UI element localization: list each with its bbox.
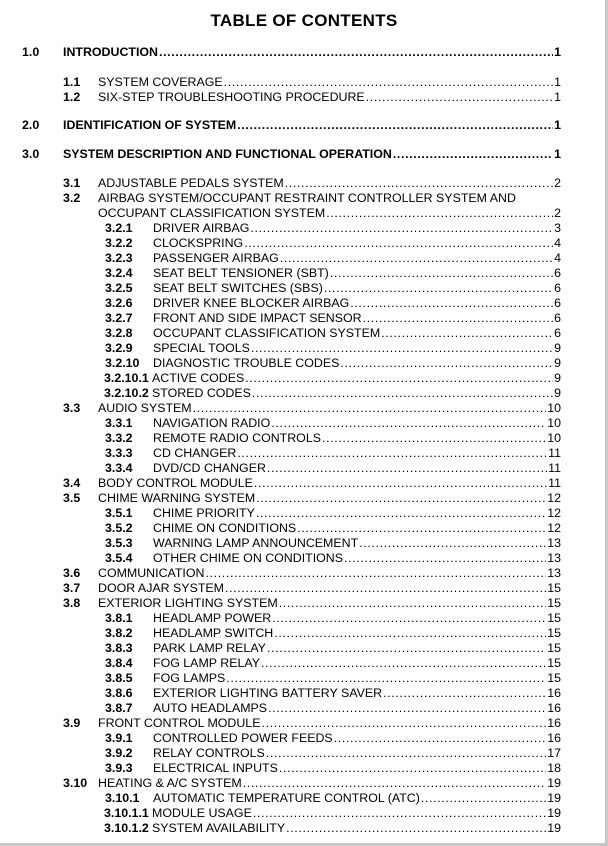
toc-entry-number: 3.2.3	[105, 251, 133, 265]
toc-entry-label: IDENTIFICATION OF SYSTEM	[63, 118, 237, 132]
toc-entry[interactable]	[153, 251, 561, 266]
toc-entry-page: 12	[547, 491, 561, 505]
toc-entry-label: SYSTEM DESCRIPTION AND FUNCTIONAL OPERATION	[63, 147, 392, 161]
dot-leader	[366, 90, 553, 105]
toc-entry[interactable]	[153, 686, 561, 701]
toc-entry-number: 3.3.4	[105, 461, 133, 475]
dot-leader	[383, 686, 546, 701]
toc-entry-page: 9	[554, 356, 561, 370]
toc-entry-label: CHIME ON CONDITIONS	[153, 521, 297, 535]
toc-entry[interactable]	[98, 596, 561, 611]
toc-entry-number: 3.10.1	[105, 791, 140, 805]
toc-entry-page: 9	[554, 386, 561, 400]
toc-entry-page: 16	[547, 686, 561, 700]
dot-leader	[285, 176, 553, 191]
toc-entry-number: 3.5.4	[105, 551, 133, 565]
toc-entry-number: 3.2.7	[105, 311, 133, 325]
toc-entry-number: 3.10.1.2	[104, 821, 149, 835]
toc-entry-number: 3.9.3	[105, 761, 133, 775]
toc-entry-number: 3.1	[63, 176, 81, 190]
toc-entry[interactable]	[153, 266, 561, 281]
dot-leader	[251, 341, 553, 356]
toc-entry-page: 11	[548, 461, 561, 475]
toc-entry[interactable]	[153, 506, 561, 521]
toc-entry-page: 16	[547, 716, 561, 730]
dot-leader	[279, 596, 547, 611]
toc-entry-number: 3.8	[63, 596, 81, 610]
dot-leader	[334, 731, 547, 746]
dot-leader	[267, 641, 546, 656]
dot-leader	[350, 296, 553, 311]
dot-leader	[326, 206, 553, 221]
dot-leader	[254, 476, 547, 491]
toc-entry[interactable]	[153, 221, 561, 236]
toc-entry[interactable]	[153, 656, 561, 671]
toc-entry-page: 17	[547, 746, 561, 760]
toc-entry[interactable]	[98, 90, 561, 105]
toc-entry-page: 10	[547, 431, 561, 445]
toc-entry[interactable]	[153, 626, 561, 641]
toc-entry-number: 3.3.2	[105, 431, 133, 445]
toc-entry-page: 15	[547, 656, 561, 670]
toc-entry-page: 1	[554, 147, 561, 161]
dot-leader	[268, 701, 546, 716]
toc-entry[interactable]	[153, 356, 561, 371]
toc-entry-number: 3.2.1	[105, 221, 133, 235]
toc-entry-label: CHIME WARNING SYSTEM	[98, 491, 256, 505]
toc-entry[interactable]	[153, 326, 561, 341]
dot-leader	[330, 266, 553, 281]
toc-entry-number: 3.9	[63, 716, 81, 730]
toc-entry-number: 3.8.6	[105, 686, 133, 700]
toc-entry[interactable]	[98, 776, 561, 791]
toc-entry-page: 15	[547, 641, 561, 655]
toc-entry-page: 1	[554, 75, 561, 89]
toc-entry[interactable]	[153, 416, 561, 431]
toc-entry-number: 3.0	[22, 147, 40, 161]
toc-entry-number: 3.6	[63, 566, 81, 580]
toc-entry[interactable]	[153, 521, 561, 536]
toc-entry-label: HEADLAMP SWITCH	[153, 626, 274, 640]
toc-entry-page: 15	[547, 581, 561, 595]
toc-entry-number: 3.3.3	[105, 446, 133, 460]
dot-leader	[271, 416, 546, 431]
toc-entry-page: 4	[554, 251, 561, 265]
dot-leader	[225, 581, 546, 596]
toc-entry-label: CHIME PRIORITY	[153, 506, 255, 520]
toc-entry-label: SEAT BELT TENSIONER (SBT)	[153, 266, 329, 280]
toc-entry-label: ACTIVE CODES	[152, 371, 245, 385]
dot-leader	[261, 656, 546, 671]
dot-leader	[363, 311, 553, 326]
toc-entry[interactable]	[153, 446, 561, 461]
toc-entry[interactable]	[98, 75, 561, 90]
toc-entry[interactable]	[153, 296, 561, 311]
dot-leader	[322, 431, 546, 446]
toc-entry[interactable]	[98, 176, 561, 191]
toc-entry-label: DRIVER AIRBAG	[153, 221, 250, 235]
toc-entry-number: 3.8.4	[105, 656, 133, 670]
toc-entry[interactable]	[153, 536, 561, 551]
toc-entry[interactable]	[152, 386, 561, 401]
toc-entry-label: FRONT AND SIDE IMPACT SENSOR	[153, 311, 362, 325]
dot-leader	[267, 461, 547, 476]
toc-entry-label: AUTO HEADLAMPS	[153, 701, 268, 715]
dot-leader	[237, 446, 547, 461]
toc-entry-label: WARNING LAMP ANNOUNCEMENT	[153, 536, 359, 550]
toc-entry-number: 1.1	[63, 75, 81, 89]
toc-entry-number: 3.5.3	[105, 536, 133, 550]
toc-entry[interactable]	[153, 461, 561, 476]
toc-entry-label: NAVIGATION RADIO	[153, 416, 271, 430]
toc-entry[interactable]	[153, 791, 561, 806]
toc-entry[interactable]	[63, 147, 561, 162]
toc-entry-number: 3.8.1	[105, 611, 133, 625]
dot-leader	[256, 506, 546, 521]
toc-entry-number: 3.5.2	[105, 521, 133, 535]
dot-leader	[245, 371, 553, 386]
toc-entry-page: 13	[547, 551, 561, 565]
dot-leader	[261, 716, 546, 731]
toc-entry-page: 16	[547, 731, 561, 745]
toc-entry-page: 1	[554, 90, 561, 104]
toc-entry-number: 3.2.10.1	[104, 371, 149, 385]
toc-entry[interactable]	[153, 551, 561, 566]
toc-entry-number: 3.2.10.2	[104, 386, 149, 400]
toc-entry[interactable]	[98, 401, 561, 416]
toc-entry-page: 1	[554, 45, 561, 59]
toc-entry[interactable]	[153, 761, 561, 776]
toc-entry-number: 1.0	[22, 45, 40, 59]
toc-entry-page: 19	[547, 806, 561, 820]
toc-entry-label: COMMUNICATION	[98, 566, 205, 580]
toc-entry-number: 3.2.9	[105, 341, 133, 355]
toc-entry-page: 4	[554, 236, 561, 250]
toc-entry-label: CD CHANGER	[153, 446, 237, 460]
toc-entry-page: 9	[554, 371, 561, 385]
toc-entry-page: 13	[547, 536, 561, 550]
toc-entry-label: SPECIAL TOOLS	[153, 341, 250, 355]
dot-leader	[286, 821, 546, 836]
toc-entry-label: SYSTEM COVERAGE	[98, 75, 223, 89]
toc-entry-page: 2	[554, 176, 561, 190]
dot-leader	[226, 671, 546, 686]
toc-entry-number: 3.2.5	[105, 281, 133, 295]
toc-entry-page: 12	[547, 521, 561, 535]
dot-leader	[256, 491, 546, 506]
toc-entry-label: BODY CONTROL MODULE	[98, 476, 253, 490]
toc-entry-number: 3.10	[63, 776, 88, 790]
toc-entry-label: SYSTEM AVAILABILITY	[152, 821, 286, 835]
toc-entry-label: ELECTRICAL INPUTS	[153, 761, 278, 775]
dot-leader	[224, 75, 553, 90]
toc-entry-page: 15	[547, 671, 561, 685]
toc-entry-label: DRIVER KNEE BLOCKER AIRBAG	[153, 296, 350, 310]
toc-entry[interactable]	[98, 716, 561, 731]
toc-entry-label: DOOR AJAR SYSTEM	[98, 581, 224, 595]
dot-leader	[280, 251, 553, 266]
toc-entry-number: 3.2.6	[105, 296, 133, 310]
toc-entry-page: 19	[547, 821, 561, 835]
toc-entry[interactable]	[153, 311, 561, 326]
toc-entry[interactable]	[153, 431, 561, 446]
toc-entry-label: EXTERIOR LIGHTING BATTERY SAVER	[153, 686, 383, 700]
dot-leader	[297, 521, 546, 536]
toc-entry[interactable]	[98, 206, 561, 221]
toc-entry-number: 3.2.8	[105, 326, 133, 340]
dot-leader	[324, 281, 553, 296]
toc-entry[interactable]	[153, 731, 561, 746]
toc-entry-number: 3.3.1	[105, 416, 133, 430]
toc-entry-page: 10	[547, 401, 561, 415]
dot-leader	[279, 761, 546, 776]
toc-entry-label: CONTROLLED POWER FEEDS	[153, 731, 333, 745]
toc-entry-label-line1: AIRBAG SYSTEM/OCCUPANT RESTRAINT CONTROLLER SYSTEM AND	[98, 191, 516, 205]
toc-entry-label: AUDIO SYSTEM	[98, 401, 192, 415]
toc-entry-number: 1.2	[63, 90, 81, 104]
toc-entry-number: 3.4	[63, 476, 81, 490]
toc-entry-number: 3.9.1	[105, 731, 133, 745]
toc-entry-page: 6	[554, 326, 561, 340]
dot-leader	[393, 147, 553, 162]
toc-entry[interactable]	[152, 821, 561, 836]
toc-entry-page: 19	[547, 776, 561, 790]
toc-entry-label: ADJUSTABLE PEDALS SYSTEM	[98, 176, 284, 190]
toc-entry-label: EXTERIOR LIGHTING SYSTEM	[98, 596, 278, 610]
toc-entry-page: 9	[554, 341, 561, 355]
toc-entry-label: RELAY CONTROLS	[153, 746, 265, 760]
dot-leader	[344, 551, 546, 566]
toc-entry-label: STORED CODES	[152, 386, 251, 400]
toc-entry[interactable]	[98, 476, 561, 491]
toc-entry-label: DVD/CD CHANGER	[153, 461, 266, 475]
toc-entry-number: 3.8.7	[105, 701, 133, 715]
toc-entry[interactable]	[153, 671, 561, 686]
toc-entry[interactable]	[63, 118, 561, 133]
toc-entry-page: 13	[547, 566, 561, 580]
dot-leader	[274, 626, 546, 641]
toc-entry-label: DIAGNOSTIC TROUBLE CODES	[153, 356, 340, 370]
toc-entry-page: 2	[554, 206, 561, 220]
toc-entry-page: 6	[554, 296, 561, 310]
toc-entry-page: 6	[554, 281, 561, 295]
toc-entry[interactable]	[63, 45, 561, 60]
toc-entry-number: 3.5	[63, 491, 81, 505]
toc-entry-number: 3.10.1.1	[104, 806, 149, 820]
toc-entry-page: 3	[554, 221, 561, 235]
dot-leader	[421, 791, 546, 806]
toc-entry-page: 15	[547, 611, 561, 625]
toc-entry-number: 3.8.5	[105, 671, 133, 685]
toc-entry-label: INTRODUCTION	[63, 45, 158, 59]
toc-entry[interactable]	[153, 641, 561, 656]
toc-entry-page: 1	[554, 118, 561, 132]
toc-entry[interactable]	[98, 566, 561, 581]
dot-leader	[381, 326, 553, 341]
toc-entry-number: 3.2	[63, 191, 81, 205]
toc-entry-label: REMOTE RADIO CONTROLS	[153, 431, 321, 445]
toc-entry-page: 6	[554, 266, 561, 280]
dot-leader	[340, 356, 553, 371]
toc-entry-page: 16	[547, 701, 561, 715]
toc-entry-label: FRONT CONTROL MODULE	[98, 716, 261, 730]
toc-entry-label: PASSENGER AIRBAG	[153, 251, 279, 265]
toc-entry[interactable]	[153, 341, 561, 356]
dot-leader	[159, 45, 553, 60]
toc-entry[interactable]	[98, 491, 561, 506]
toc-entry-number: 3.7	[63, 581, 81, 595]
toc-entry[interactable]	[98, 581, 561, 596]
toc-entry-number: 3.2.4	[105, 266, 133, 280]
toc-entry-page: 19	[547, 791, 561, 805]
toc-entry-page: 10	[547, 416, 561, 430]
toc-entry-number: 2.0	[22, 118, 40, 132]
dot-leader	[244, 236, 553, 251]
toc-entry-page: 15	[547, 596, 561, 610]
dot-leader	[252, 386, 553, 401]
toc-entry-number: 3.8.2	[105, 626, 133, 640]
dot-leader	[193, 401, 547, 416]
toc-entry-number: 3.2.2	[105, 236, 133, 250]
toc-entry-number: 3.9.2	[105, 746, 133, 760]
dot-leader	[266, 746, 546, 761]
toc-entry-number: 3.2.10	[105, 356, 140, 370]
toc-entry[interactable]	[153, 701, 561, 716]
toc-entry-number: 3.5.1	[105, 506, 133, 520]
dot-leader	[205, 566, 546, 581]
toc-entry-page: 11	[548, 446, 561, 460]
toc-entry-page: 18	[547, 761, 561, 775]
dot-leader	[243, 776, 547, 791]
toc-entry-label: HEATING & A/C SYSTEM	[98, 776, 242, 790]
dot-leader	[250, 221, 553, 236]
page-title: TABLE OF CONTENTS	[210, 11, 398, 30]
toc-entry-label: SEAT BELT SWITCHES (SBS)	[153, 281, 323, 295]
toc-entry[interactable]	[153, 236, 561, 251]
toc-entry-page: 12	[547, 506, 561, 520]
toc-entry-label: OTHER CHIME ON CONDITIONS	[153, 551, 343, 565]
dot-leader	[253, 806, 546, 821]
dot-leader	[237, 118, 553, 133]
toc-entry[interactable]	[152, 371, 561, 386]
toc-entry[interactable]	[153, 746, 561, 761]
dot-leader	[359, 536, 546, 551]
toc-entry-label: CLOCKSPRING	[153, 236, 244, 250]
toc-entry-page: 6	[554, 311, 561, 325]
toc-entry-page: 11	[548, 476, 561, 490]
toc-entry-number: 3.3	[63, 401, 81, 415]
toc-entry-label: OCCUPANT CLASSIFICATION SYSTEM	[98, 206, 326, 220]
toc-entry-label: OCCUPANT CLASSIFICATION SYSTEM	[153, 326, 381, 340]
toc-entry[interactable]	[152, 806, 561, 821]
toc-entry-label: FOG LAMP RELAY	[153, 656, 260, 670]
dot-leader	[272, 611, 546, 626]
toc-entry-label: SIX-STEP TROUBLESHOOTING PROCEDURE	[98, 90, 365, 104]
toc-entry-label: AUTOMATIC TEMPERATURE CONTROL (ATC)	[153, 791, 420, 805]
toc-entry-label: MODULE USAGE	[152, 806, 252, 820]
toc-entry-label: FOG LAMPS	[153, 671, 226, 685]
toc-entry-number: 3.8.3	[105, 641, 133, 655]
toc-entry[interactable]	[153, 281, 561, 296]
toc-entry-label: PARK LAMP RELAY	[153, 641, 266, 655]
toc-entry-page: 15	[547, 626, 561, 640]
toc-entry-label: HEADLAMP POWER	[153, 611, 272, 625]
toc-entry[interactable]	[153, 611, 561, 626]
